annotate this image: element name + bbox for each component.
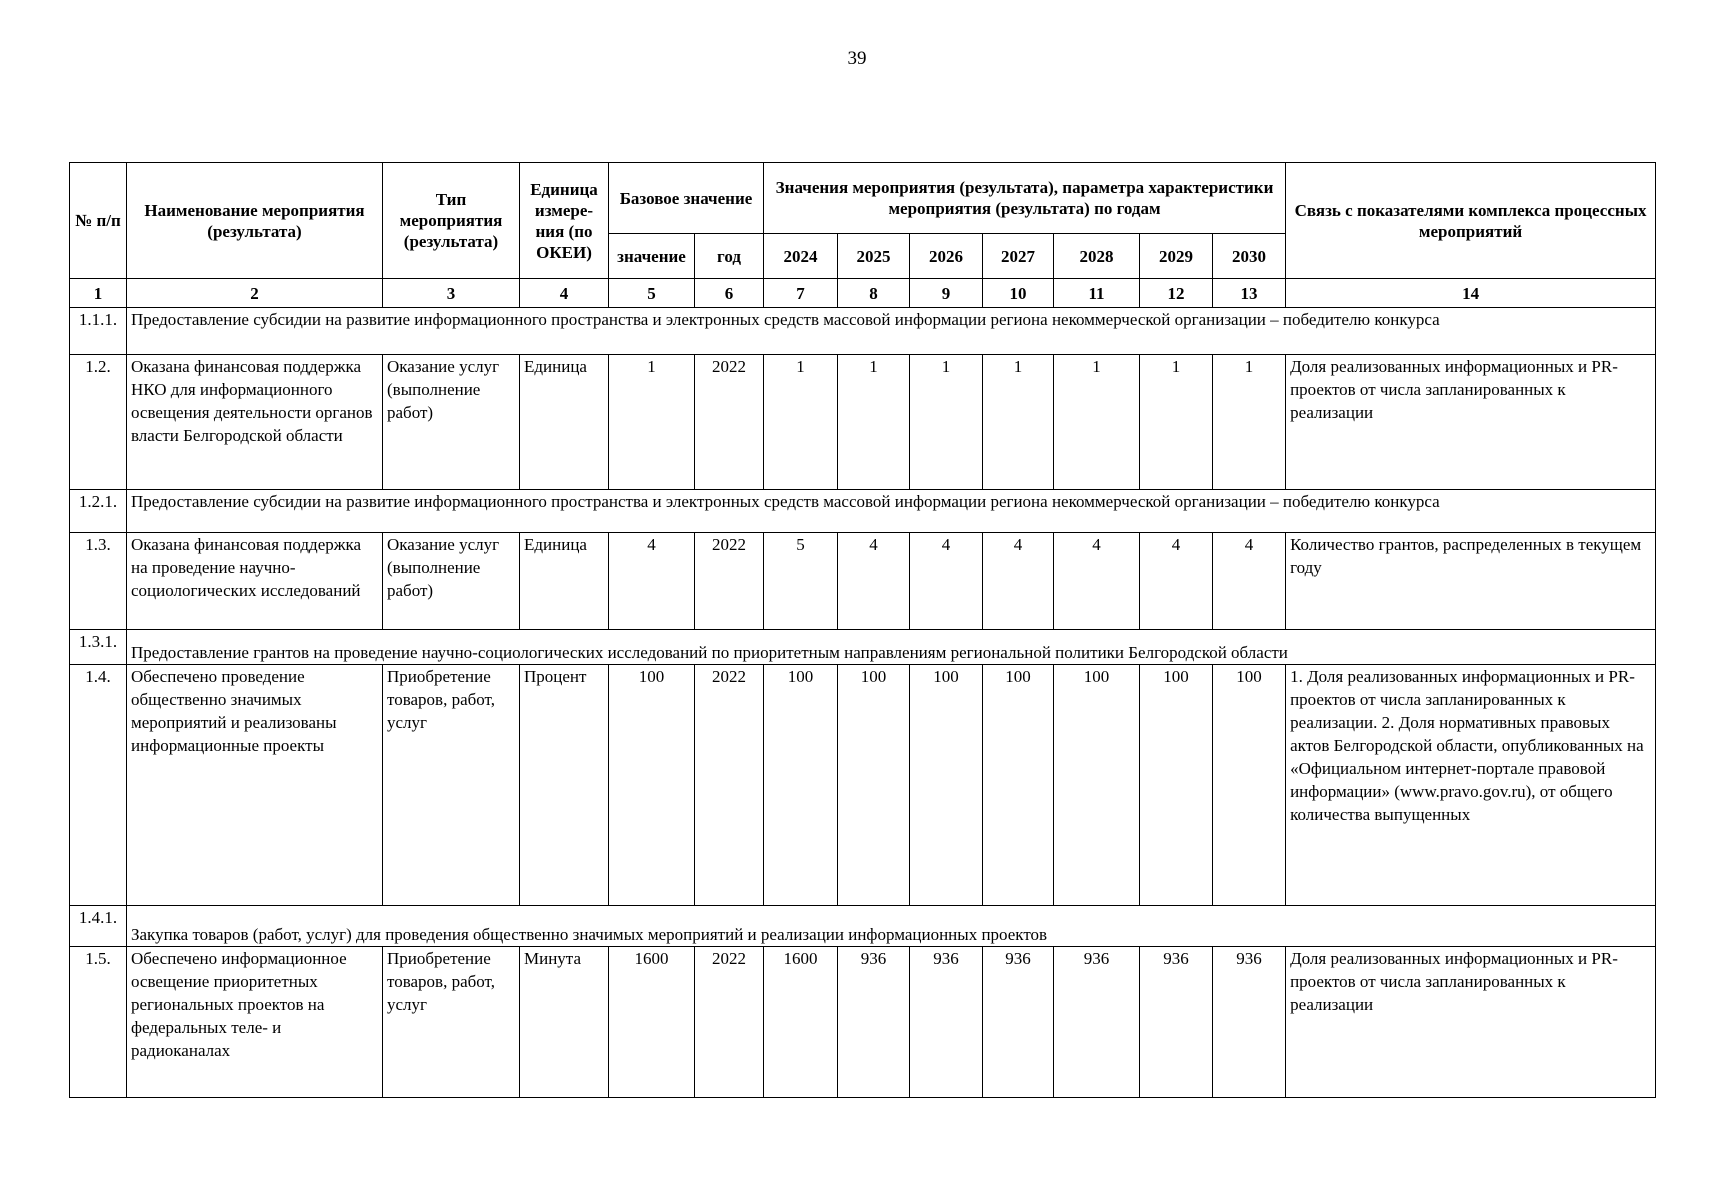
year-value: 4 xyxy=(1054,533,1140,630)
year-value: 100 xyxy=(983,665,1054,906)
column-number: 3 xyxy=(383,279,520,308)
year-value: 1 xyxy=(838,355,910,490)
base-value: 100 xyxy=(609,665,695,906)
year-value: 1 xyxy=(1140,355,1213,490)
indicator-link: Доля реализованных информационных и PR-проектов от числа запланированных к реализации xyxy=(1286,355,1656,490)
base-value: 4 xyxy=(609,533,695,630)
column-number: 8 xyxy=(838,279,910,308)
row-number: 1.2.1. xyxy=(70,490,127,533)
year-value: 1 xyxy=(910,355,983,490)
table-row-subevent xyxy=(70,630,1656,665)
year-value: 936 xyxy=(838,947,910,1098)
header-base: Базовое значение xyxy=(609,163,764,234)
result-type: Приобретение товаров, работ, услуг xyxy=(383,947,520,1098)
column-number: 5 xyxy=(609,279,695,308)
subevent-text: Предоставление грантов на проведение научно-социологических исследований по приоритетным направлениям региональной политики Белгородской области xyxy=(127,630,1656,665)
header-year: 2027 xyxy=(983,234,1054,279)
column-number: 4 xyxy=(520,279,609,308)
column-numbers-row xyxy=(70,279,1656,308)
indicator-link: Количество грантов, распределенных в текущем году xyxy=(1286,533,1656,630)
year-value: 4 xyxy=(1140,533,1213,630)
header-values: Значения мероприятия (результата), параметра характеристики мероприятия (результата) по годам xyxy=(764,163,1286,234)
subevent-text: Закупка товаров (работ, услуг) для проведения общественно значимых мероприятий и реализации информационных проектов xyxy=(127,906,1656,947)
row-number: 1.3. xyxy=(70,533,127,630)
page-number: 39 xyxy=(847,48,867,69)
unit: Единица xyxy=(520,533,609,630)
header-year: 2030 xyxy=(1213,234,1286,279)
header-base-year: год xyxy=(695,234,764,279)
base-year: 2022 xyxy=(695,947,764,1098)
year-value: 1 xyxy=(764,355,838,490)
column-number: 11 xyxy=(1054,279,1140,308)
year-value: 1 xyxy=(983,355,1054,490)
subevent-text: Предоставление субсидии на развитие информационного пространства и электронных средств массовой информации региона некоммерческой организации – победителю конкурса xyxy=(127,490,1656,533)
header-year: 2026 xyxy=(910,234,983,279)
result-name: Обеспечено информационное освещение приоритетных региональных проектов на федеральных теле- и радиоканалах xyxy=(127,947,383,1098)
table-row xyxy=(70,355,1656,490)
column-number: 14 xyxy=(1286,279,1656,308)
unit: Единица xyxy=(520,355,609,490)
result-name: Оказана финансовая поддержка на проведение научно-социологических исследований xyxy=(127,533,383,630)
column-number: 2 xyxy=(127,279,383,308)
year-value: 936 xyxy=(1054,947,1140,1098)
unit: Процент xyxy=(520,665,609,906)
table-row xyxy=(70,533,1656,630)
column-number: 6 xyxy=(695,279,764,308)
year-value: 4 xyxy=(838,533,910,630)
base-year: 2022 xyxy=(695,355,764,490)
year-value: 1 xyxy=(1213,355,1286,490)
row-number: 1.1.1. xyxy=(70,308,127,355)
column-number: 1 xyxy=(70,279,127,308)
row-number: 1.2. xyxy=(70,355,127,490)
base-year: 2022 xyxy=(695,533,764,630)
year-value: 1 xyxy=(1054,355,1140,490)
row-number: 1.4.1. xyxy=(70,906,127,947)
base-value: 1600 xyxy=(609,947,695,1098)
result-name: Оказана финансовая поддержка НКО для информационного освещения деятельности органов власти Белгородской области xyxy=(127,355,383,490)
column-number: 9 xyxy=(910,279,983,308)
year-value: 100 xyxy=(1140,665,1213,906)
subevent-text: Предоставление субсидии на развитие информационного пространства и электронных средств массовой информации региона некоммерческой организации – победителю конкурса xyxy=(127,308,1656,355)
column-number: 12 xyxy=(1140,279,1213,308)
column-number: 13 xyxy=(1213,279,1286,308)
header-row xyxy=(70,163,1656,234)
table-row-subevent xyxy=(70,906,1656,947)
year-value: 100 xyxy=(838,665,910,906)
header-link: Связь с показателями комплекса процессных мероприятий xyxy=(1286,163,1656,279)
result-type: Приобретение товаров, работ, услуг xyxy=(383,665,520,906)
year-value: 1600 xyxy=(764,947,838,1098)
result-type: Оказание услуг (выполнение работ) xyxy=(383,355,520,490)
year-value: 936 xyxy=(1140,947,1213,1098)
year-value: 4 xyxy=(1213,533,1286,630)
header-name: Наименование мероприятия (результата) xyxy=(127,163,383,279)
year-value: 4 xyxy=(910,533,983,630)
table-row xyxy=(70,947,1656,1098)
table-row-subevent xyxy=(70,490,1656,533)
result-name: Обеспечено проведение общественно значимых мероприятий и реализованы информационные проекты xyxy=(127,665,383,906)
header-base-value: значение xyxy=(609,234,695,279)
year-value: 936 xyxy=(983,947,1054,1098)
base-value: 1 xyxy=(609,355,695,490)
header-year: 2029 xyxy=(1140,234,1213,279)
year-value: 936 xyxy=(910,947,983,1098)
row-number: 1.4. xyxy=(70,665,127,906)
indicator-link: Доля реализованных информационных и PR-проектов от числа запланированных к реализации xyxy=(1286,947,1656,1098)
year-value: 5 xyxy=(764,533,838,630)
header-year: 2028 xyxy=(1054,234,1140,279)
year-value: 100 xyxy=(1213,665,1286,906)
year-value: 4 xyxy=(983,533,1054,630)
row-number: 1.3.1. xyxy=(70,630,127,665)
column-number: 10 xyxy=(983,279,1054,308)
unit: Минута xyxy=(520,947,609,1098)
result-type: Оказание услуг (выполнение работ) xyxy=(383,533,520,630)
row-number: 1.5. xyxy=(70,947,127,1098)
table-row xyxy=(70,665,1656,906)
header-year: 2025 xyxy=(838,234,910,279)
measures-table xyxy=(69,162,1656,1098)
base-year: 2022 xyxy=(695,665,764,906)
header-year: 2024 xyxy=(764,234,838,279)
header-no: № п/п xyxy=(70,163,127,279)
indicator-link: 1. Доля реализованных информационных и PR-проектов от числа запланированных к реализации. 2. Доля нормативных правовых актов Белгородской области, опубликованных на «Официальном интернет-портале правовой информации» (www.pravo.gov.ru), от общего количества выпущенных xyxy=(1286,665,1656,906)
year-value: 100 xyxy=(910,665,983,906)
table-row-subevent xyxy=(70,308,1656,355)
header-unit: Единица измере-ния (по ОКЕИ) xyxy=(520,163,609,279)
year-value: 100 xyxy=(764,665,838,906)
year-value: 936 xyxy=(1213,947,1286,1098)
column-number: 7 xyxy=(764,279,838,308)
year-value: 100 xyxy=(1054,665,1140,906)
header-type: Тип мероприятия (результата) xyxy=(383,163,520,279)
